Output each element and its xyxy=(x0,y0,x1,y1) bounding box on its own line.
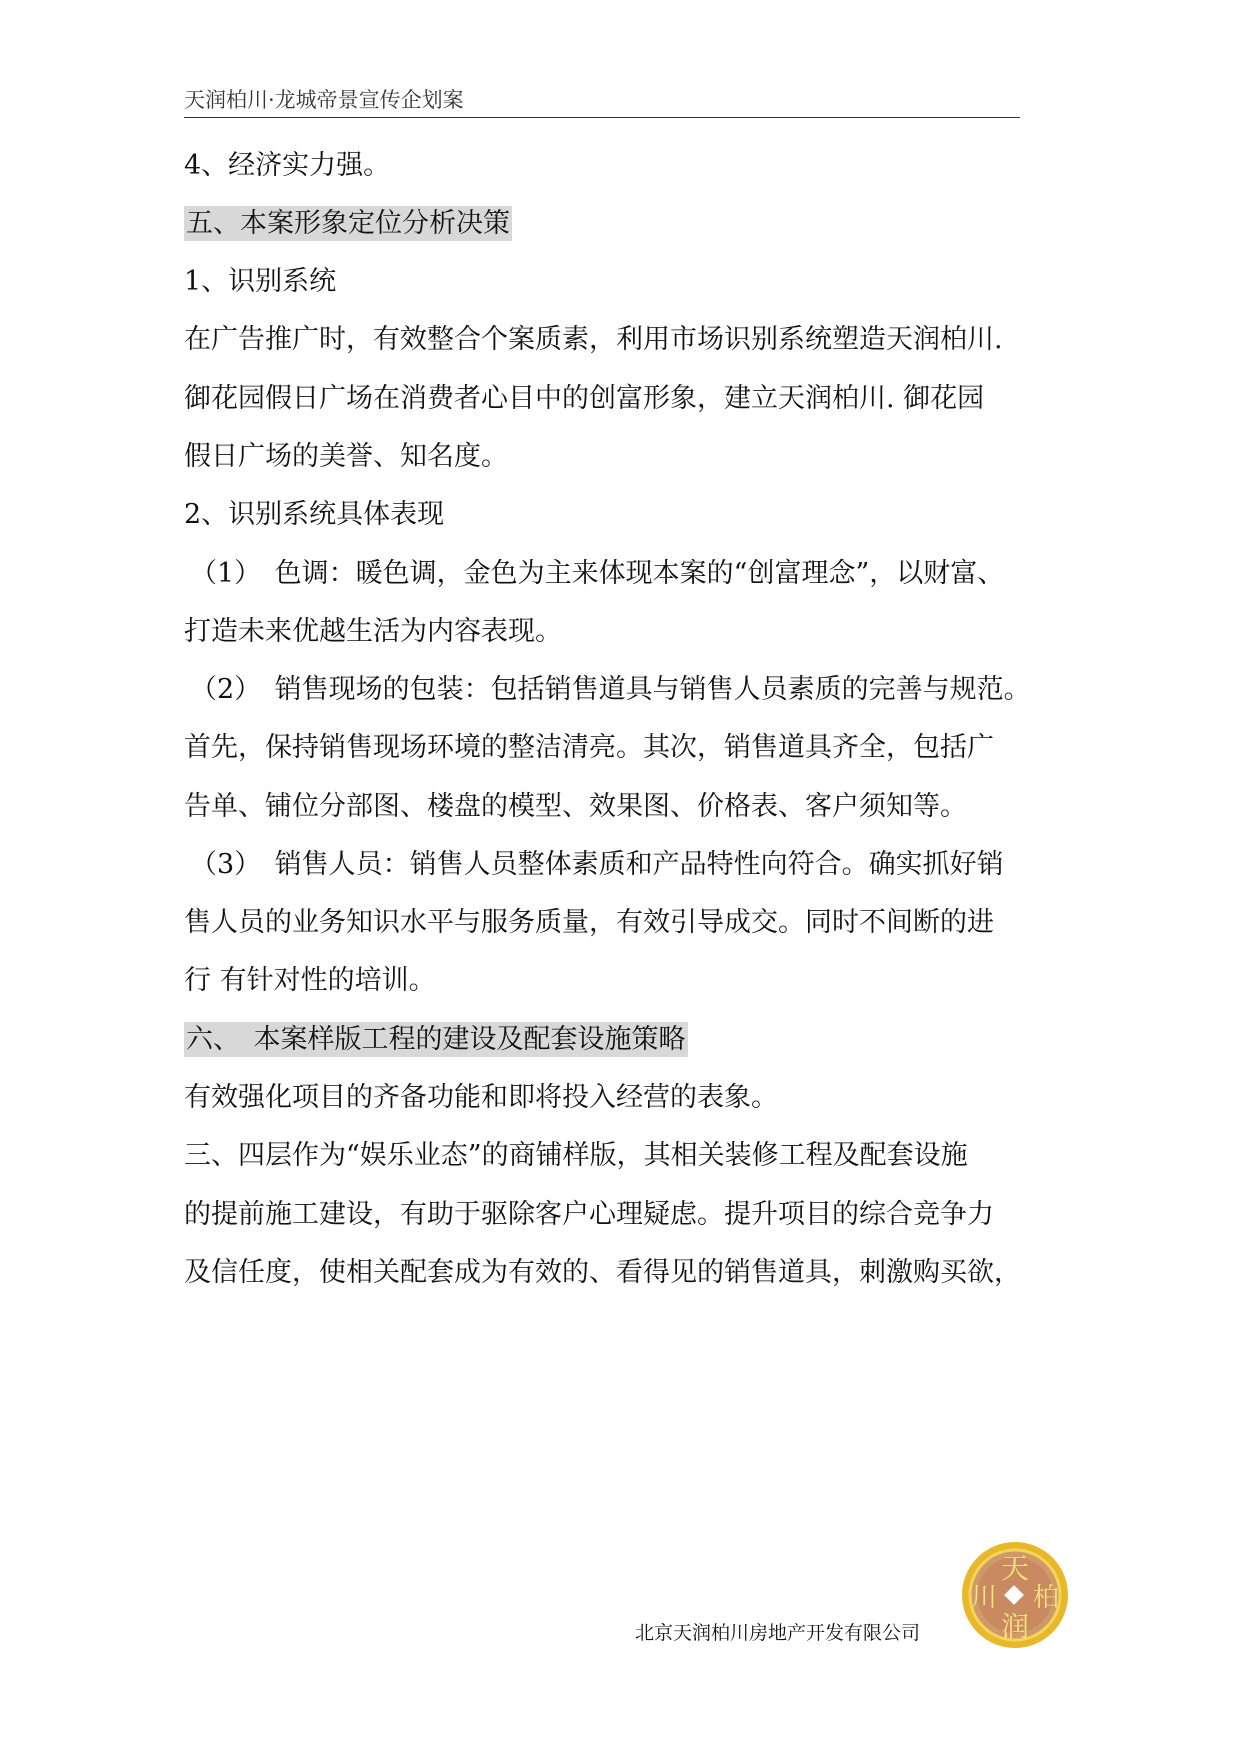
section-heading xyxy=(184,1007,688,1072)
text-line: 首先，保持销售现场环境的整洁清亮。其次，销售道具齐全，包括广 xyxy=(184,732,994,763)
text-line: 售人员的业务知识水平与服务质量，有效引导成交。同时不间断的进 xyxy=(184,907,994,938)
seal-char-left: 川 xyxy=(970,1583,998,1613)
text-line: 有效强化项目的齐备功能和即将投入经营的表象。 xyxy=(184,1082,778,1113)
text-line: 行 有针对性的培训。 xyxy=(184,965,436,996)
seal-char-right: 柏 xyxy=(1032,1583,1060,1613)
page-footer xyxy=(635,1618,920,1645)
text-line: 4、经济实力强。 xyxy=(184,150,391,181)
footer-company: 北京天润柏川房地产开发有限公司 xyxy=(635,1622,921,1644)
text-line: 及信任度，使相关配套成为有效的、看得见的销售道具，刺激购买欲， xyxy=(184,1257,1021,1288)
text-line: 御花园假日广场在消费者心目中的创富形象，建立天润柏川. 御花园 xyxy=(184,383,985,414)
company-seal-logo xyxy=(960,1540,1070,1650)
seal-char-bottom: 润 xyxy=(1000,1610,1030,1643)
list-item: （1） 色调：暖色调，金色为主来体现本案的“创富理念”，以财富、 xyxy=(190,558,1005,589)
text-line: 在广告推广时，有效整合个案质素，利用市场识别系统塑造天润柏川. xyxy=(184,324,1003,355)
text-line: 打造未来优越生活为内容表现。 xyxy=(184,616,562,647)
list-item: （3） 销售人员：销售人员整体素质和产品特性向符合。确实抓好销 xyxy=(190,849,1004,880)
subsection-heading: 1、识别系统 xyxy=(184,266,337,297)
text-line: 假日广场的美誉、知名度。 xyxy=(184,441,508,472)
heading-text: 五、本案形象定位分析决策 xyxy=(186,208,510,239)
list-item: （2） 销售现场的包装：包括销售道具与销售人员素质的完善与规范。 xyxy=(190,674,1031,705)
section-heading xyxy=(184,191,512,256)
seal-char-top: 天 xyxy=(1000,1552,1030,1585)
text-line: 三、四层作为“娱乐业态”的商铺样版，其相关装修工程及配套设施 xyxy=(184,1140,968,1171)
page-header xyxy=(184,86,1020,118)
text-line: 告单、铺位分部图、楼盘的模型、效果图、价格表、客户须知等。 xyxy=(184,791,967,822)
subsection-heading: 2、识别系统具体表现 xyxy=(184,499,445,530)
header-title: 天润柏川·龙城帝景宣传企划案 xyxy=(184,88,464,112)
text-line: 的提前施工建设，有助于驱除客户心理疑虑。提升项目的综合竞争力 xyxy=(184,1199,994,1230)
heading-text: 六、 本案样版工程的建设及配套设施策略 xyxy=(186,1024,686,1055)
